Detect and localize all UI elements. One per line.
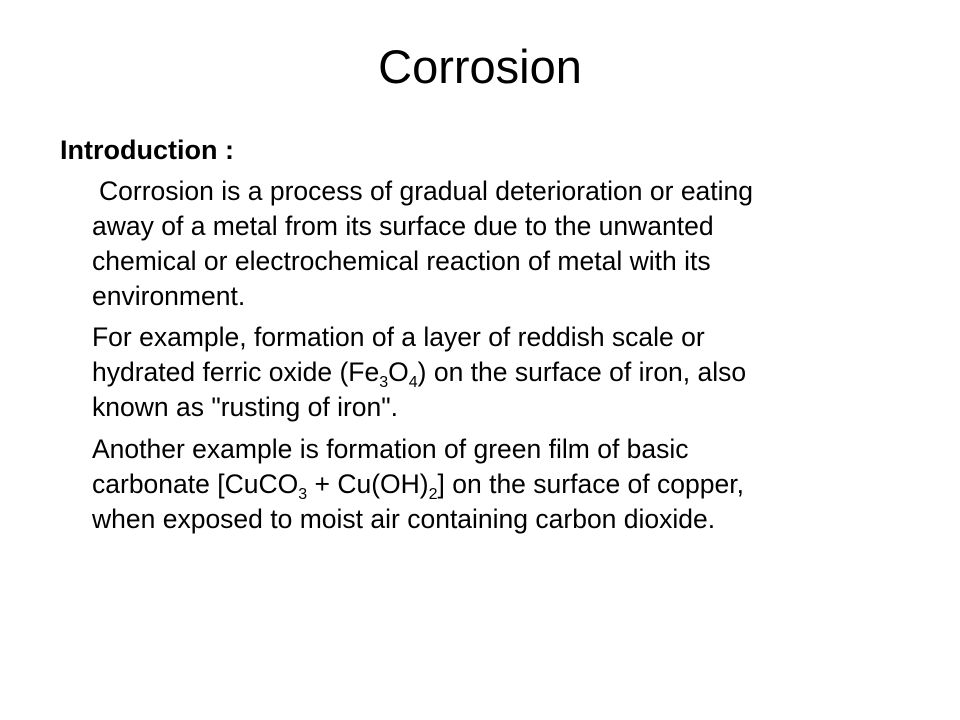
paragraph-line: Corrosion is a process of gradual deterioration or eating bbox=[99, 176, 754, 206]
paragraph-line: known as "rusting of iron". bbox=[92, 392, 399, 422]
paragraph-line: environment. bbox=[92, 281, 246, 311]
subscript: 3 bbox=[379, 374, 389, 391]
text-segment: ] on the surface of copper, bbox=[437, 469, 744, 499]
paragraph-example-iron bbox=[92, 320, 892, 425]
slide-title: Corrosion bbox=[378, 40, 582, 93]
paragraph-definition bbox=[92, 174, 892, 314]
paragraph-line: when exposed to moist air containing carbon dioxide. bbox=[92, 504, 716, 534]
paragraph-example-copper bbox=[92, 432, 892, 537]
text-segment: ) on the surface of iron, also bbox=[417, 357, 747, 387]
text-segment: carbonate [CuCO bbox=[92, 469, 299, 499]
paragraph-line: chemical or electrochemical reaction of metal with its bbox=[92, 246, 711, 276]
paragraph-line: away of a metal from its surface due to the unwanted bbox=[92, 211, 714, 241]
section-heading: Introduction : bbox=[60, 135, 234, 165]
text-segment: O bbox=[388, 357, 409, 387]
paragraph-line bbox=[92, 355, 892, 390]
subscript: 2 bbox=[428, 486, 438, 503]
subscript: 4 bbox=[408, 374, 418, 391]
paragraph-line bbox=[92, 467, 892, 502]
paragraph-line: For example, formation of a layer of reddish scale or bbox=[92, 322, 705, 352]
text-segment: + Cu(OH) bbox=[307, 469, 429, 499]
subscript: 3 bbox=[298, 486, 308, 503]
paragraph-line: Another example is formation of green film of basic bbox=[92, 434, 689, 464]
text-segment: hydrated ferric oxide (Fe bbox=[92, 357, 380, 387]
